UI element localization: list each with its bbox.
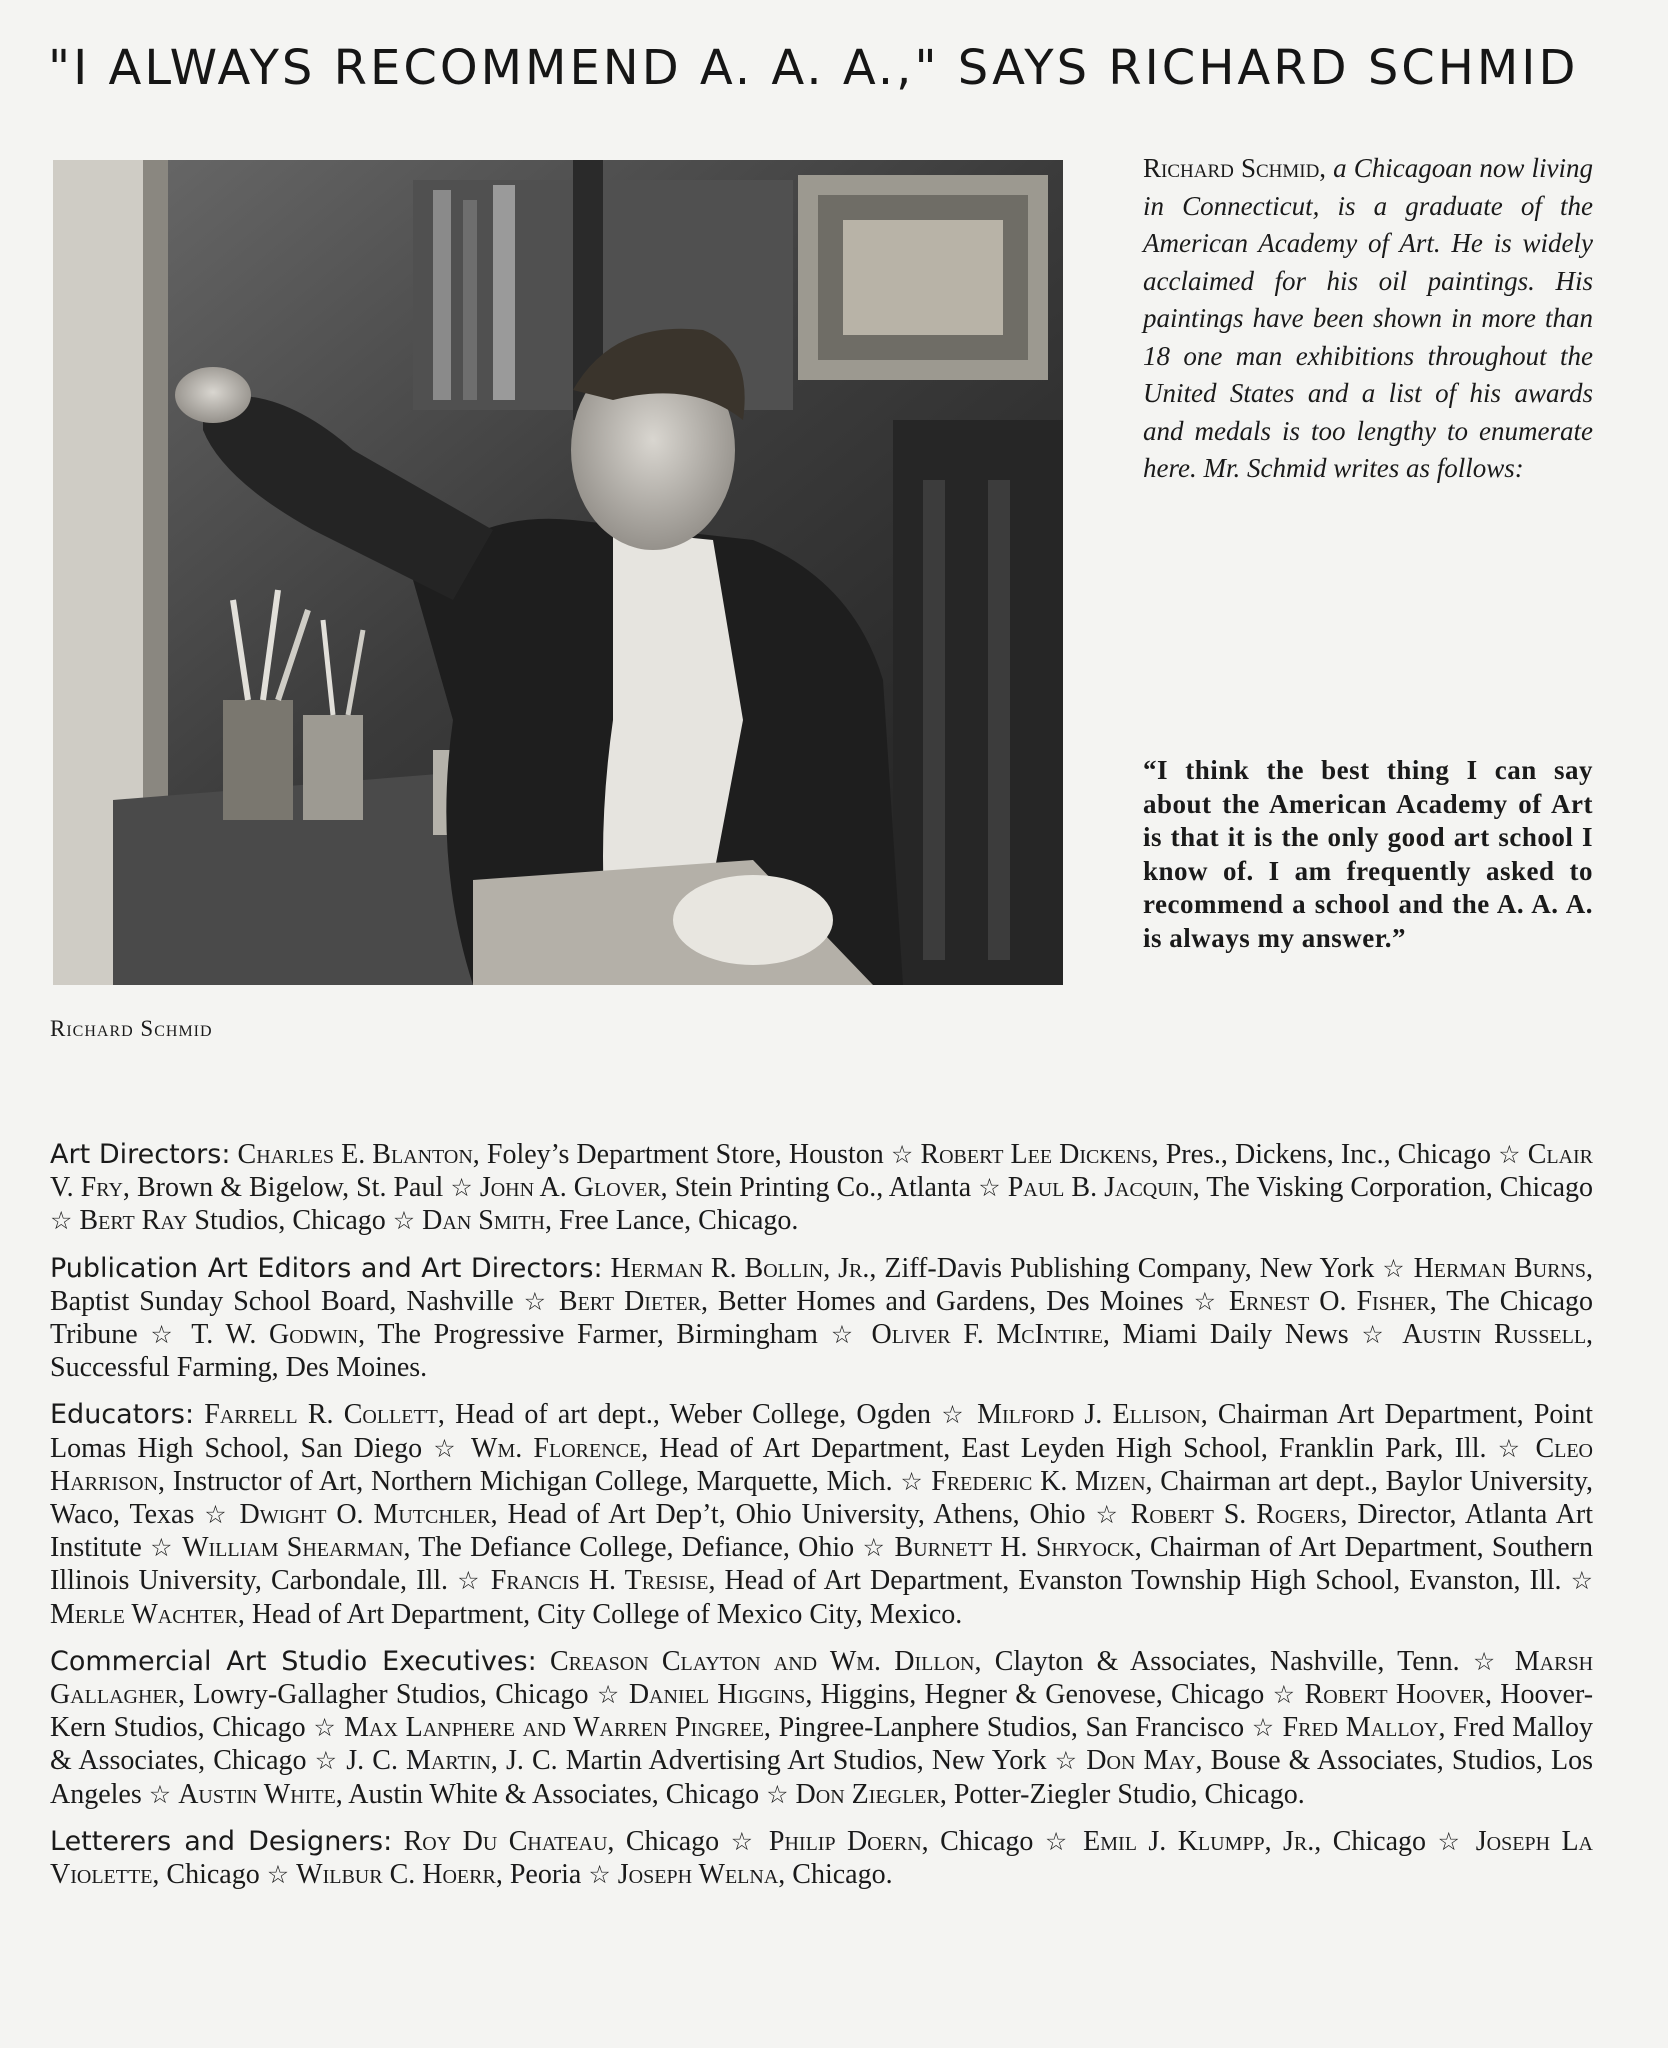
person-name: T. W. Godwin: [191, 1319, 359, 1351]
person-affiliation: , Chicago: [607, 1825, 720, 1857]
person-affiliation: , Bouse & Associates, Studios, Los Angeles: [50, 1745, 1594, 1810]
person-name: Robert Lee Dickens: [920, 1139, 1152, 1170]
person-affiliation: , Stein Printing Co., Atlanta: [660, 1172, 972, 1204]
person-name: Merle Wachter: [50, 1598, 238, 1630]
person-affiliation: , Chairman Art Department, Point Lomas High School, San Diego: [50, 1399, 1593, 1464]
person-name: Max Lanphere and Warren Pingree: [344, 1712, 764, 1744]
person-affiliation: , Head of Art Department, Evanston Township High School, Evanston, Ill.: [708, 1565, 1562, 1597]
person-affiliation: , The Chicago Tribune: [50, 1285, 1594, 1351]
person-affiliation: , Clayton & Associates, Nashville, Tenn.: [974, 1645, 1460, 1677]
star-separator-icon: ☆: [1272, 1680, 1297, 1710]
star-separator-icon: ☆: [266, 1860, 290, 1890]
person-name: Dan Smith: [422, 1205, 545, 1237]
bio-name: Richard Schmid,: [1143, 153, 1327, 183]
star-separator-icon: ☆: [433, 1433, 460, 1463]
person-name: Wilbur C. Hoerr: [296, 1859, 496, 1891]
star-separator-icon: ☆: [450, 1173, 473, 1203]
person-affiliation: , Better Homes and Gardens, Des Moines: [700, 1285, 1184, 1317]
person-affiliation: , Foley’s Department Store, Houston: [472, 1139, 884, 1170]
person-affiliation: , Fred Malloy & Associates, Chicago: [50, 1712, 1594, 1777]
person-name: Cleo Harrison: [50, 1432, 1593, 1497]
person-affiliation: , Peoria: [495, 1859, 582, 1891]
person-name: Francis H. Tresise: [490, 1565, 709, 1597]
star-separator-icon: ☆: [1251, 1713, 1275, 1743]
star-separator-icon: ☆: [457, 1566, 482, 1596]
star-separator-icon: ☆: [1472, 1646, 1502, 1676]
person-affiliation: , The Visking Corporation, Chicago: [1192, 1172, 1594, 1204]
person-affiliation: , Free Lance, Chicago.: [544, 1205, 799, 1237]
star-separator-icon: ☆: [830, 1320, 859, 1350]
person-name: Burnett H. Shryock: [894, 1532, 1135, 1564]
person-affiliation: , Higgins, Hegner & Genovese, Chicago: [805, 1679, 1265, 1711]
star-separator-icon: ☆: [1361, 1320, 1390, 1350]
star-separator-icon: ☆: [978, 1173, 1001, 1203]
person-name: Wm. Florence: [471, 1432, 642, 1464]
person-affiliation: , Austin White & Associates, Chicago: [335, 1778, 760, 1810]
directory-section: [50, 1138, 1593, 1238]
bio-text: a Chicagoan now living in Connecticut, is a graduate of the American Academy of Art. He is widely acclaimed for his oil paintings. His paintings have been shown in more than 18 one man exhibitions throughout the United States and a list of his awards and medals is too lengthy to enumerate here. Mr. Schmid writes as follows:: [1143, 153, 1593, 483]
person-name: Paul B. Jacquin: [1007, 1172, 1193, 1204]
person-affiliation: , The Defiance College, Defiance, Ohio: [403, 1532, 855, 1564]
star-separator-icon: ☆: [150, 1533, 174, 1563]
section-category: Educators:: [50, 1399, 195, 1431]
person-name: Emil J. Klumpp, Jr.: [1083, 1825, 1315, 1857]
person-affiliation: , Chairman art dept., Baylor University, Waco, Texas: [50, 1465, 1594, 1531]
directory-section: [50, 1252, 1593, 1385]
bio-paragraph: [1143, 150, 1593, 488]
star-separator-icon: ☆: [50, 1206, 73, 1236]
person-affiliation: , Head of Art Department, East Leyden High School, Franklin Park, Ill.: [641, 1432, 1487, 1464]
photo-caption: Richard Schmid: [50, 1016, 213, 1041]
person-name: Bert Dieter: [558, 1285, 701, 1317]
star-separator-icon: ☆: [313, 1713, 337, 1743]
section-category: Letterers and Designers:: [50, 1825, 393, 1857]
testimonial-quote: “I think the best thing I can say about the American Academy of Art is that it is the only good art school I know of. I am frequently asked to recommend a school and the A. A. A. is always my answer.”: [1143, 755, 1593, 953]
person-name: J. C. Martin: [346, 1745, 491, 1777]
star-separator-icon: ☆: [862, 1533, 887, 1563]
person-name: Fred Malloy: [1282, 1712, 1439, 1744]
person-affiliation: , Chicago: [152, 1859, 260, 1891]
star-separator-icon: ☆: [730, 1826, 758, 1856]
star-separator-icon: ☆: [1570, 1566, 1594, 1596]
star-separator-icon: ☆: [523, 1286, 549, 1316]
person-affiliation: , Hoover-Kern Studios, Chicago: [50, 1679, 1594, 1744]
person-affiliation: , Pingree-Lanphere Studios, San Francisco: [763, 1712, 1245, 1744]
star-separator-icon: ☆: [148, 1779, 172, 1809]
person-name: Charles E. Blanton: [237, 1139, 473, 1170]
star-separator-icon: ☆: [314, 1746, 339, 1776]
person-name: Bert Ray: [79, 1205, 188, 1237]
star-separator-icon: ☆: [1054, 1746, 1079, 1776]
star-separator-icon: ☆: [900, 1466, 924, 1496]
person-name: Oliver F. McIntire: [871, 1319, 1103, 1351]
person-name: Ernest O. Fisher: [1228, 1285, 1430, 1317]
person-affiliation: , Chairman of Art Department, Southern Illinois University, Carbondale, Ill.: [50, 1532, 1594, 1597]
person-name: Marsh Gallagher: [50, 1645, 1594, 1711]
person-affiliation: , Successful Farming, Des Moines.: [50, 1319, 1594, 1384]
star-separator-icon: ☆: [941, 1400, 967, 1430]
person-name: Frederic K. Mizen: [931, 1465, 1146, 1497]
directory-section: [50, 1645, 1593, 1811]
star-separator-icon: ☆: [890, 1140, 914, 1169]
star-separator-icon: ☆: [392, 1206, 416, 1236]
section-category: Art Directors:: [50, 1139, 231, 1170]
person-affiliation: , Pres., Dickens, Inc., Chicago: [1151, 1139, 1491, 1170]
person-name: Daniel Higgins: [628, 1679, 806, 1711]
person-affiliation: , Instructor of Art, Northern Michigan College, Marquette, Mich.: [158, 1465, 893, 1497]
star-separator-icon: ☆: [1497, 1433, 1525, 1463]
portrait-photo: [53, 160, 1063, 985]
star-separator-icon: ☆: [1193, 1286, 1219, 1316]
person-name: Robert S. Rogers: [1130, 1499, 1341, 1531]
person-affiliation: , J. C. Martin Advertising Art Studios, New York: [490, 1745, 1047, 1777]
person-name: John A. Glover: [479, 1172, 661, 1204]
person-affiliation: , Director, Atlanta Art Institute: [50, 1499, 1594, 1564]
section-category: Publication Art Editors and Art Directors:: [50, 1252, 603, 1284]
person-name: Joseph La Violette: [50, 1825, 1593, 1891]
star-separator-icon: ☆: [1382, 1253, 1406, 1283]
person-name: Clair V. Fry: [50, 1139, 1594, 1204]
person-name: Austin Russell: [1402, 1319, 1587, 1351]
person-name: Don May: [1086, 1745, 1196, 1777]
person-name: Herman R. Bollin, Jr.: [610, 1252, 870, 1284]
person-affiliation: , Head of Art Dep’t, Ohio University, Athens, Ohio: [490, 1499, 1086, 1531]
star-separator-icon: ☆: [766, 1779, 789, 1809]
star-separator-icon: ☆: [1498, 1140, 1521, 1169]
person-affiliation: , Miami Daily News: [1102, 1319, 1349, 1351]
person-affiliation: Studios, Chicago: [187, 1205, 386, 1237]
star-separator-icon: ☆: [588, 1860, 611, 1890]
person-name: Farrell R. Collett: [204, 1399, 438, 1431]
star-separator-icon: ☆: [150, 1320, 179, 1350]
star-separator-icon: ☆: [204, 1500, 230, 1530]
person-affiliation: , Chicago: [1314, 1825, 1427, 1857]
person-name: William Shearman: [182, 1532, 404, 1564]
person-affiliation: , Chicago.: [778, 1859, 893, 1891]
person-affiliation: , Baptist Sunday School Board, Nashville: [50, 1252, 1593, 1317]
star-separator-icon: ☆: [1044, 1826, 1072, 1856]
section-category: Commercial Art Studio Executives:: [50, 1645, 537, 1677]
person-affiliation: , Ziff-Davis Publishing Company, New York: [869, 1252, 1375, 1284]
star-separator-icon: ☆: [596, 1680, 621, 1710]
person-name: Don Ziegler: [795, 1778, 940, 1810]
person-affiliation: , The Progressive Farmer, Birmingham: [358, 1319, 818, 1351]
artist-at-easel-image: [53, 160, 1063, 985]
star-separator-icon: ☆: [1437, 1826, 1465, 1856]
endorser-directory: [50, 1138, 1593, 1905]
person-name: Creason Clayton and Wm. Dillon: [549, 1645, 975, 1677]
person-name: Austin White: [178, 1778, 336, 1810]
directory-section: [50, 1398, 1593, 1630]
person-affiliation: , Chicago: [921, 1825, 1034, 1857]
person-name: Philip Doern: [768, 1825, 922, 1857]
person-name: Herman Burns: [1413, 1252, 1586, 1284]
person-affiliation: , Lowry-Gallagher Studios, Chicago: [177, 1679, 589, 1711]
person-affiliation: , Head of art dept., Weber College, Ogden: [437, 1399, 932, 1431]
person-name: Dwight O. Mutchler: [239, 1499, 491, 1531]
person-affiliation: , Potter-Ziegler Studio, Chicago.: [939, 1778, 1305, 1810]
directory-section: [50, 1825, 1593, 1891]
person-affiliation: , Brown & Bigelow, St. Paul: [122, 1172, 444, 1204]
person-affiliation: , Head of Art Department, City College of Mexico City, Mexico.: [237, 1598, 963, 1630]
person-name: Robert Hoover: [1304, 1679, 1486, 1711]
person-name: Roy Du Chateau: [403, 1825, 608, 1857]
person-name: Joseph Welna: [617, 1859, 779, 1891]
page-headline: "I ALWAYS RECOMMEND A. A. A.," SAYS RICHARD SCHMID: [48, 40, 1579, 96]
person-name: Milford J. Ellison: [977, 1399, 1201, 1431]
star-separator-icon: ☆: [1095, 1500, 1121, 1530]
